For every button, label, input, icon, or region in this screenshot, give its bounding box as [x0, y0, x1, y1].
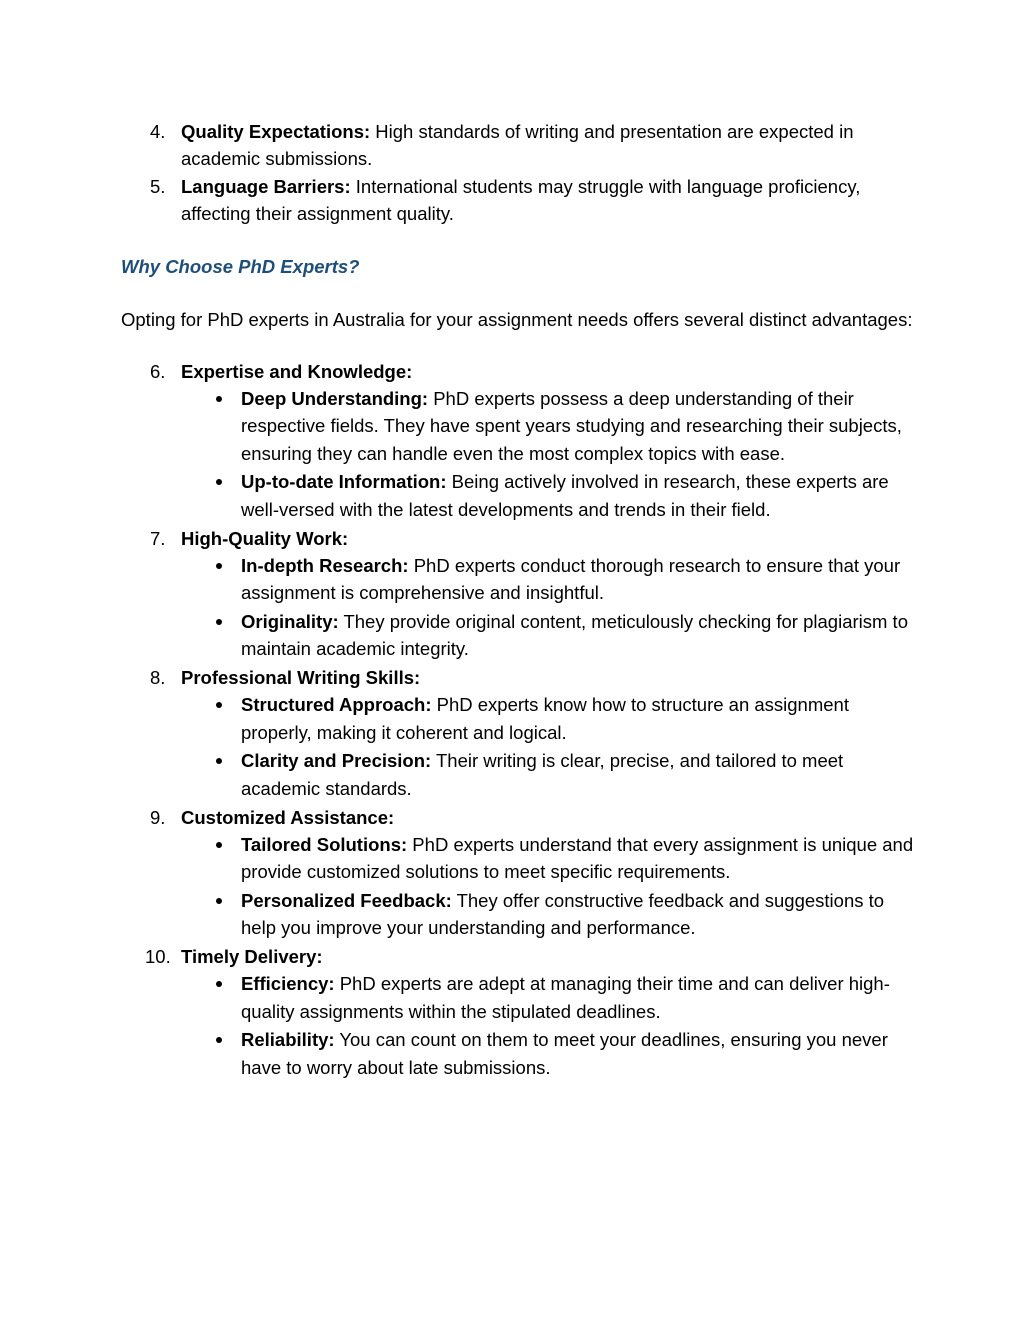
bullet-text: PhD experts conduct thorough research to ensure that your assignment is comprehensive and insightful.	[241, 554, 901, 604]
bullet-item-up-to-date-information	[121, 468, 924, 523]
bullet-list	[121, 970, 924, 1081]
section-professional-writing-skills	[121, 664, 924, 691]
list-item-quality-expectations	[121, 118, 924, 173]
section-title: Expertise and Knowledge:	[181, 360, 413, 382]
list-item-language-barriers	[121, 173, 924, 228]
section-title: Professional Writing Skills:	[181, 667, 421, 689]
bullet-text: Their writing is clear, precise, and tailored to meet academic standards.	[241, 750, 844, 799]
intro-paragraph: Opting for PhD experts in Australia for your assignment needs offers several distinct advantages:	[121, 309, 913, 331]
list-number: 5.	[150, 175, 166, 197]
bullet-item-in-depth-research	[121, 552, 924, 607]
list-item-label: Quality Expectations:	[181, 121, 371, 142]
section-expertise-and-knowledge	[121, 358, 924, 385]
bullet-text: They offer constructive feedback and suggestions to help you improve your understanding and performance.	[241, 889, 885, 939]
section-heading: Why Choose PhD Experts?	[121, 256, 360, 278]
list-item-text: High standards of writing and presentation are expected in academic submissions.	[181, 121, 854, 170]
list-number: 4.	[150, 121, 166, 142]
bullet-list	[121, 552, 924, 663]
bullet-label: Efficiency:	[241, 973, 335, 995]
section-number: 8.	[150, 667, 166, 689]
bullet-text: PhD experts understand that every assignment is unique and provide customized solutions to meet specific requirements.	[241, 833, 914, 883]
bullet-item-originality	[121, 608, 924, 663]
section-title: Timely Delivery:	[181, 946, 323, 968]
bullet-text: Being actively involved in research, these experts are well-versed with the latest developments and trends in their field.	[241, 471, 889, 520]
bullet-item-reliability	[121, 1026, 924, 1081]
bullet-label: Structured Approach:	[241, 694, 432, 716]
bullet-label: Tailored Solutions:	[241, 833, 408, 855]
section-number: 10.	[145, 946, 171, 968]
bullet-item-deep-understanding	[121, 385, 924, 467]
section-high-quality-work	[121, 525, 924, 552]
bullet-label: Deep Understanding:	[241, 388, 429, 410]
bullet-text: PhD experts possess a deep understanding of their respective fields. They have spent years studying and researching their subjects, ensuring they can handle even the most complex topics with ease.	[241, 388, 902, 464]
bullet-item-tailored-solutions	[121, 831, 924, 886]
section-customized-assistance	[121, 804, 924, 831]
bullet-icon	[216, 898, 222, 904]
bullet-item-efficiency	[121, 970, 924, 1025]
bullet-text: You can count on them to meet your deadlines, ensuring you never have to worry about late submissions.	[241, 1029, 888, 1078]
bullet-text: PhD experts know how to structure an assignment properly, making it coherent and logical.	[241, 694, 849, 743]
bullet-item-personalized-feedback	[121, 887, 924, 942]
section-title: Customized Assistance:	[181, 806, 395, 828]
bullet-label: Reliability:	[241, 1029, 335, 1051]
list-item-text: International students may struggle with language proficiency, affecting their assignment quality.	[181, 175, 861, 224]
bullet-icon	[216, 842, 222, 848]
bullet-icon	[216, 563, 222, 569]
bullet-text: PhD experts are adept at managing their time and can deliver high-quality assignments within the stipulated deadlines.	[241, 973, 890, 1022]
bullet-icon	[216, 619, 222, 625]
bullet-label: Clarity and Precision:	[241, 750, 432, 772]
section-number: 9.	[150, 806, 166, 828]
section-title: High-Quality Work:	[181, 527, 349, 549]
bullet-label: Up-to-date Information:	[241, 471, 447, 493]
bullet-item-clarity-and-precision	[121, 747, 924, 802]
list-item-label: Language Barriers:	[181, 175, 351, 197]
bullet-list	[121, 385, 924, 523]
bullet-list	[121, 691, 924, 802]
section-number: 7.	[150, 527, 166, 549]
section-timely-delivery	[121, 943, 924, 970]
top-list	[121, 118, 924, 227]
bullet-item-structured-approach	[121, 691, 924, 746]
bullet-label: Originality:	[241, 610, 339, 632]
section-number: 6.	[150, 360, 166, 382]
bullet-label: In-depth Research:	[241, 554, 409, 576]
bullet-text: They provide original content, meticulously checking for plagiarism to maintain academic integrity.	[241, 610, 908, 660]
bullet-label: Personalized Feedback:	[241, 889, 452, 911]
bullet-list	[121, 831, 924, 942]
